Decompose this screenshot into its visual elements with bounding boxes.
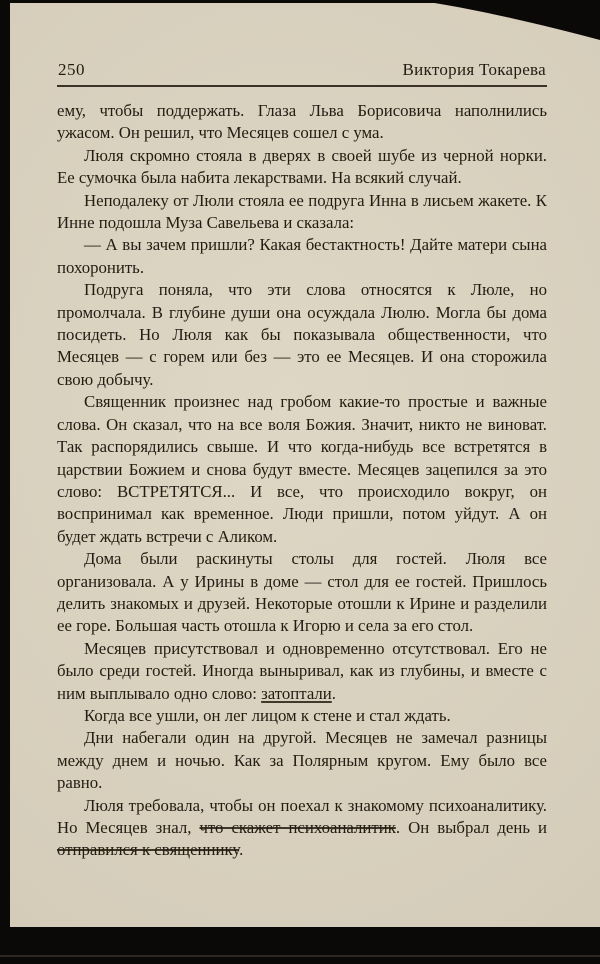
paragraph bbox=[57, 795, 547, 862]
scan-corner-artifact bbox=[415, 0, 600, 40]
struck-text: отправился к священнику bbox=[57, 840, 240, 860]
text-run: Священник произнес над гробом какие-то простые и важные слова. Он сказал, что на все воля Божия. Значит, никто не виноват. Так распорядились свыше. И что когда-нибудь все встретятся в царствии Божием и снова будут вместе. Месяцев зацепился за это слово: ВСТРЕТЯТСЯ... И все, что происходило вокруг, он воспринимал как временное. Люди пришли, потом уйдут. А он будет ждать встречи с Аликом. bbox=[57, 392, 547, 546]
paragraph bbox=[57, 638, 547, 705]
paragraph bbox=[57, 391, 547, 548]
paragraph bbox=[57, 727, 547, 794]
text-run: Когда все ушли, он лег лицом к стене и стал ждать. bbox=[84, 705, 451, 725]
paragraph bbox=[57, 100, 547, 145]
text-run: Месяцев присутствовал и одновременно отсутствовал. Его не было среди гостей. Иногда выныривал, как из глубины, и вместе с ним выплывало одно слово: bbox=[57, 638, 547, 703]
text-block bbox=[57, 100, 547, 862]
text-run: Дни набегали один на другой. Месяцев не замечал разницы между днем и ночью. Как за Полярным кругом. Ему было все равно. bbox=[57, 728, 547, 793]
text-run: ему, чтобы поддержать. Глаза Льва Борисовича наполнились ужасом. Он решил, что Месяцев сошел с ума. bbox=[57, 101, 547, 143]
paragraph bbox=[57, 234, 547, 279]
paragraph bbox=[57, 190, 547, 235]
text-run: Неподалеку от Люли стояла ее подруга Инна в лисьем жакете. К Инне подошла Муза Савельева и сказала: bbox=[57, 190, 547, 233]
paragraph bbox=[57, 548, 547, 638]
header-rule bbox=[57, 85, 547, 87]
text-run: . bbox=[331, 683, 336, 703]
paragraph bbox=[57, 279, 547, 391]
text-run: — А вы зачем пришли? Какая бестактность! Дайте матери сына похоронить. bbox=[57, 235, 547, 277]
scan-edge-top bbox=[0, 0, 600, 3]
text-run: Люля требовала, чтобы он поехал к знакомому психоаналитику. Но Месяцев знал, bbox=[57, 795, 547, 837]
struck-text: что скажет психоаналитик bbox=[199, 818, 396, 837]
paragraph bbox=[57, 145, 547, 190]
paragraph bbox=[57, 705, 547, 727]
page-number: 250 bbox=[58, 60, 85, 79]
text-run: Дома были раскинуты столы для гостей. Люля все организовала. А у Ирины в доме — стол для ее гостей. Пришлось делить знакомых и друзей. Некоторые отошли к Ирине и разделили ее горе. Большая часть отошла к Игорю и села за его стол. bbox=[57, 549, 547, 636]
text-run: Люля скромно стояла в дверях в своей шубе из черной норки. Ее сумочка была набита лекарствами. На всякий случай. bbox=[57, 145, 547, 188]
scan-edge-left bbox=[0, 0, 10, 964]
text-run: Подруга поняла, что эти слова относятся к Люле, но промолчала. В глубине души она осуждала Люлю. Могла бы дома посидеть. Но Люля как бы показывала общественности, что Месяцев — с горем или без — это ее Месяцев. И она сторожила свою добычу. bbox=[57, 280, 547, 389]
text-run: . bbox=[239, 840, 244, 860]
page-header bbox=[58, 60, 546, 80]
underlined-text: затоптали bbox=[261, 683, 332, 703]
text-run: . Он выбрал день и bbox=[395, 818, 547, 837]
running-head-author: Виктория Токарева bbox=[402, 60, 546, 79]
scan-edge-bottom bbox=[0, 927, 600, 964]
